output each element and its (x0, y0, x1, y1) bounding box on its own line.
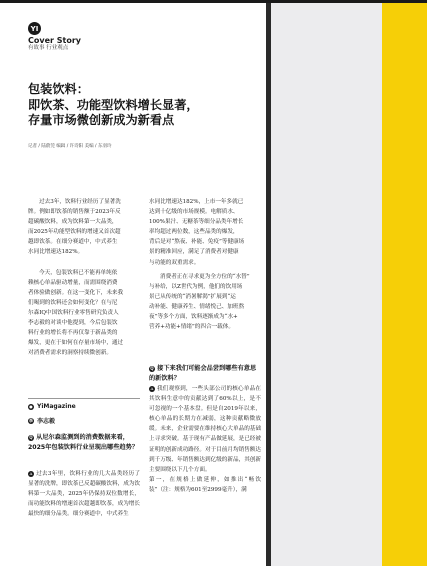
body-column-right (149, 197, 261, 332)
article-headline (28, 82, 264, 129)
interview-divider (28, 398, 140, 399)
question-1-text: 从尼尔森监测到的消费数据来看，2025年包装饮料行业呈现出哪些趋势？ (28, 434, 139, 451)
interview-question-1 (28, 433, 140, 453)
section-title: Cover Story (28, 36, 81, 45)
headline-line-2: 即饮茶、功能型饮料增长显著， (28, 97, 199, 112)
magazine-tag (28, 403, 76, 410)
interviewee-tag (28, 416, 55, 425)
interview-question-2 (149, 364, 261, 384)
circle-a-icon: A (29, 471, 33, 476)
answer-1-text: 过去3年里，饮料行业的几大品类经历了显著的洗牌，即饮茶已反超碳酸饮料，成为饮料第一大品类，2025年仍保持双位数增长，而功能饮料的增速首次超越即饮茶，成为增长最快的细分品类。细分赛道中，中式养生 (28, 471, 141, 518)
body-column-left (28, 197, 140, 358)
circle-a-icon: 李 (29, 417, 33, 423)
circle-q-icon: Q (150, 366, 154, 371)
body-paragraph-3: 消费者正在寻求更为全方位的“水替” 与补给，以Z世代为例，他们的饮用场 景已从传统的“消暑解渴”扩展到“运 动补能、健康养生、情绪悦己、加班熬 夜”等多个方面，饮料逐渐成为“水+ 营养+功能+情绪”的四合一载体。 (149, 273, 250, 331)
section-subtitle: 有故事 行业观点 (28, 45, 69, 51)
magazine-label: YiMagazine (37, 403, 76, 410)
answer-2-text-continued: 第一，在规格上做延伸，如推出“畅饮装”（注：规格为601至2999毫升），满 (149, 476, 261, 493)
article-credits: 记者 / 陆蔚莞 编辑 / 许诗阳 美编 / 东羽玲 (28, 144, 112, 149)
interviewee-label: 李志毅 (37, 418, 56, 425)
body-paragraph-continued: 水同比增速达182%，上市一年多就已 达到十亿级的市场规模。电解质水、 100%果汁、无糖茶等细分品类年增长 率均超过两位数，这些品类的爆发， 背后是对“熬夜、补能、免疫”等健康场 景的精准回应，满足了消费者对健康 与功能的双重需求。 (149, 199, 245, 266)
circle-a-icon: A (150, 386, 154, 391)
circle-bullet-icon: ● (29, 404, 33, 409)
body-paragraph-1: 过去3年，饮料行业经历了显著洗 牌。例如即饮茶的销售额于2023年反 超碳酸饮料，成为饮料第一大品类， 而2025年功能型饮料的增速又首次超 越即饮茶。在细分赛道中，中式养生 水同比增速达182%。 (28, 199, 121, 256)
body-paragraph-2: 今天，包装饮料已不能再单纯依 赖核心单品驱动增量，而需围绕消费 者体验做创新。在这一变化下，未来我 们喝到的饮料还会如何变化？在与尼 尔森IQ中国饮料行业零售研究负责人 李志毅的对谈中他提到，今后包装饮 料行业的增长将不再仅靠于新品类的 爆发，更在于如何在存量市场中，通过 对消费者需求的洞察持续微创新。 (28, 269, 124, 357)
yellow-edge-bar (382, 3, 427, 566)
headline-line-1: 包装饮料： (28, 82, 89, 96)
answer-2-text: 我们观察到，一些头部公司的核心单品在其饮料生意中的贡献达到了60%以上，是不可忽视的一个基本盘。但是自2019年以来，核心单品的长期力在减弱，这种贡献略微放缓。未来，企业需要在维持核心大单品的基础上寻求突破。基于现有产品做延展，是已经被证明的创新成功路径。对于目前月均销售额达到千万级、年销售额达到亿级的新品，其创新主要围绕以下几个方面。 (149, 386, 261, 473)
interview-answer-2 (149, 384, 261, 495)
question-2-text: 接下来我们可能会品尝到哪些有意思的新饮料？ (149, 365, 257, 382)
headline-line-3: 存量市场微创新成为新看点 (28, 113, 175, 127)
interview-answer-1 (28, 469, 140, 519)
circle-q-icon: Q (29, 435, 33, 440)
yi-logo-icon: YI (28, 22, 41, 35)
